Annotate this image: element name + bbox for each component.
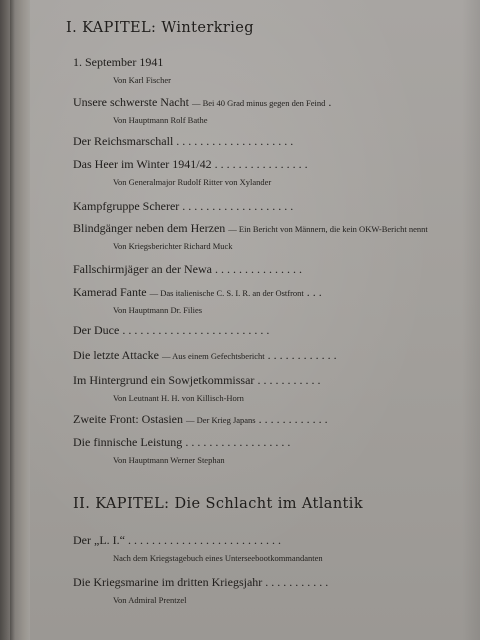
toc-entry-title: Die Kriegsmarine im dritten Kriegsjahr bbox=[73, 575, 263, 589]
toc-entry-leader-dots: . . . . . . . . . . . bbox=[265, 575, 329, 589]
toc-entry bbox=[73, 221, 473, 261]
toc-entry-subtitle: — Der Krieg Japans bbox=[185, 415, 256, 425]
toc-entry-title-line bbox=[73, 55, 163, 70]
toc-entry-title: Die letzte Attacke bbox=[73, 348, 159, 362]
toc-entry-title-line bbox=[73, 575, 328, 590]
toc-entry-leader-dots: . . . . . . . . . . . . . . . . . . . . bbox=[176, 134, 294, 148]
toc-entry-title-line bbox=[73, 323, 269, 338]
toc-entry-leader-dots: . . . . . . . . . . . bbox=[257, 373, 321, 387]
toc-entry-title-line bbox=[73, 221, 428, 236]
toc-entry-title-line bbox=[73, 533, 281, 548]
toc-entry-leader-dots: . . . . . . . . . . . . . . . . . . . . . . . . . . bbox=[127, 533, 281, 547]
toc-entry-title-line bbox=[73, 262, 302, 277]
toc-entry-leader-dots: . . . . . . . . . . . . . . . . . . . . . . . . . bbox=[122, 323, 270, 337]
toc-entry-leader-dots: . . . . . . . . . . . . . . . . . . bbox=[185, 435, 291, 449]
toc-entry-title-line bbox=[73, 95, 331, 110]
toc-entry-title-line bbox=[73, 373, 320, 388]
toc-entry bbox=[73, 285, 473, 325]
toc-entry-title-line bbox=[73, 412, 328, 427]
toc-entry-subtitle: — Bei 40 Grad minus gegen den Feind bbox=[191, 98, 326, 108]
toc-entry-title: Kampfgruppe Scherer bbox=[73, 199, 180, 213]
toc-entry-author: Von Kriegsberichter Richard Muck bbox=[113, 241, 233, 251]
toc-entry-leader-dots: . . . . . . . . . . . . . . . . bbox=[214, 157, 308, 171]
chapter-2-number: II. KAPITEL: bbox=[73, 496, 170, 512]
toc-entry-title: Der Duce bbox=[73, 323, 120, 337]
toc-entry-title-line bbox=[73, 134, 293, 149]
toc-entry-author: Von Admiral Prentzel bbox=[113, 595, 187, 605]
chapter-2-heading bbox=[73, 496, 363, 512]
toc-entry-title: Blindgänger neben dem Herzen bbox=[73, 221, 226, 235]
toc-entry-subtitle: — Das italienische C. S. I. R. an der Ostfront bbox=[149, 288, 304, 298]
toc-entry-title: Fallschirmjäger an der Newa bbox=[73, 262, 212, 276]
toc-entry-author: Von Generalmajor Rudolf Ritter von Xylander bbox=[113, 177, 272, 187]
chapter-2-title: Die Schlacht im Atlantik bbox=[174, 496, 364, 512]
toc-entry bbox=[73, 157, 473, 197]
spine-groove bbox=[10, 0, 15, 640]
toc-entry bbox=[73, 95, 473, 135]
toc-entry-title: Kamerad Fante bbox=[73, 285, 147, 299]
toc-entry-title: Der Reichsmarschall bbox=[73, 134, 174, 148]
toc-entry-author: Von Hauptmann Rolf Bathe bbox=[113, 115, 208, 125]
toc-entry-title: Unsere schwerste Nacht bbox=[73, 95, 189, 109]
toc-entry-leader-dots: . . . . . . . . . . . . . . . bbox=[214, 262, 302, 276]
toc-entry-leader-dots: . . . . . . . . . . . . bbox=[258, 412, 328, 426]
toc-entry-title: Das Heer im Winter 1941/42 bbox=[73, 157, 212, 171]
toc-entry-author: Von Leutnant H. H. von Killisch-Horn bbox=[113, 393, 244, 403]
chapter-1-number: I. KAPITEL: bbox=[66, 20, 157, 36]
toc-entry-title: 1. September 1941 bbox=[73, 55, 164, 69]
toc-entry-author: Von Karl Fischer bbox=[113, 75, 171, 85]
toc-entry-title-line bbox=[73, 157, 308, 172]
toc-entry-title: Im Hintergrund ein Sowjetkommissar bbox=[73, 373, 255, 387]
toc-entry-title: Zweite Front: Ostasien bbox=[73, 412, 183, 426]
book-spine bbox=[0, 0, 30, 640]
toc-entry bbox=[73, 55, 473, 95]
toc-entry bbox=[73, 575, 473, 615]
toc-entry bbox=[73, 533, 473, 573]
toc-entry-leader-dots: . . . . . . . . . . . . bbox=[267, 348, 337, 362]
toc-entry-author: Von Hauptmann Dr. Filies bbox=[113, 305, 203, 315]
toc-entry bbox=[73, 435, 473, 475]
toc-entry-title-line bbox=[73, 348, 337, 363]
toc-entry-subtitle: — Aus einem Gefechtsbericht bbox=[161, 351, 265, 361]
toc-entry-title-line bbox=[73, 285, 322, 300]
chapter-1-title: Winterkrieg bbox=[161, 20, 254, 36]
toc-entry-author: Nach dem Kriegstagebuch eines Unterseebootkommandanten bbox=[113, 553, 323, 563]
toc-entry-leader-dots: . bbox=[328, 95, 332, 109]
toc-entry bbox=[73, 373, 473, 413]
toc-entry-title: Die finnische Leistung bbox=[73, 435, 183, 449]
toc-entry-subtitle: — Ein Bericht von Männern, die kein OKW-Bericht nennt bbox=[228, 224, 428, 234]
chapter-1-heading bbox=[66, 20, 254, 36]
toc-entry-leader-dots: . . . . . . . . . . . . . . . . . . . bbox=[182, 199, 294, 213]
toc-entry-author: Von Hauptmann Werner Stephan bbox=[113, 455, 225, 465]
toc-entry-title-line bbox=[73, 435, 290, 450]
toc-entry-leader-dots: . . . bbox=[306, 285, 322, 299]
toc-entry-title-line bbox=[73, 199, 293, 214]
toc-entry-title: Der „L. I.“ bbox=[73, 533, 125, 547]
